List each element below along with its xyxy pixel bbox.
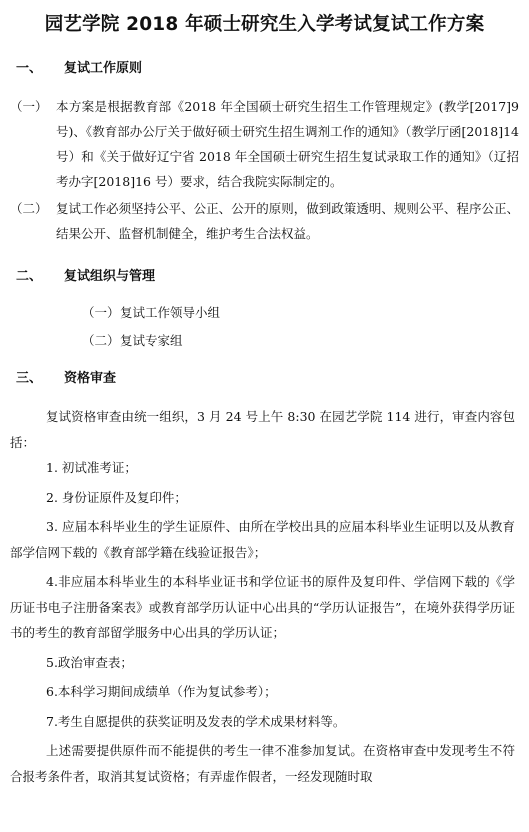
subsection-number: （一） xyxy=(82,305,120,320)
subsection-item xyxy=(10,330,519,352)
clause-item xyxy=(10,196,519,246)
list-item: 1. 初试准考证； xyxy=(46,460,137,475)
section-heading-1 xyxy=(10,60,519,78)
clause-text: 本方案是根据教育部《2018 年全国硕士研究生招生工作管理规定》(教学[2017]9 号)、《教育部办公厅关于做好硕士研究生招生调剂工作的通知》（教学厅函[2018]14 号）和《关于做好辽宁省 2018 年全国硕士研究生招生复试录取工作的通知》（辽招考办字[2018]16 号）要求，结合我院实际制定的。 xyxy=(56,99,519,189)
clause-number: （二） xyxy=(10,201,48,216)
section-number: 一、 xyxy=(16,61,43,76)
section-heading-3 xyxy=(10,370,519,388)
subsection-number: （二） xyxy=(82,333,120,348)
list-item: 7.考生自愿提供的获奖证明及发表的学术成果材料等。 xyxy=(46,713,346,729)
subsection-text: 复试工作领导小组 xyxy=(120,305,221,320)
list-item: 2. 身份证原件及复印件； xyxy=(46,489,187,505)
subsection-text: 复试专家组 xyxy=(120,333,183,348)
list-item: 5.政治审查表； xyxy=(46,654,133,670)
section-number: 二、 xyxy=(16,269,43,284)
closing-paragraph: 上述需要提供原件而不能提供的考生一律不准参加复试。在资格审查中发现考生不符合报考条件者，取消其复试资格；有弄虚作假者，一经发现随时取 xyxy=(10,743,515,784)
list-item: 4.非应届本科毕业生的本科毕业证书和学位证书的原件及复印件、学信网下载的《学历证书电子注册备案表》或教育部学历认证中心出具的“学历认证报告”，在境外获得学历证书的考生的教育部留学服务中心出具的学历认证； xyxy=(10,574,515,640)
document-title: 园艺学院 2018 年硕士研究生入学考试复试工作方案 xyxy=(44,14,485,35)
section-number: 三、 xyxy=(16,371,43,386)
list-item: 3. 应届本科毕业生的学生证原件、由所在学校出具的应届本科毕业生证明以及从教育部学信网下载的《教育部学籍在线验证报告》； xyxy=(10,519,515,560)
list-item: 6.本科学习期间成绩单（作为复试参考）； xyxy=(46,684,277,699)
section-intro-paragraph: 复试资格审查由统一组织，3 月 24 号上午 8:30 在园艺学院 114 进行，审查内容包括： xyxy=(10,409,515,450)
subsection-item xyxy=(10,302,519,324)
clause-item xyxy=(10,94,519,194)
section-title: 复试组织与管理 xyxy=(64,269,156,284)
section-heading-2 xyxy=(10,268,519,286)
clause-number: （一） xyxy=(10,99,48,114)
section-title: 复试工作原则 xyxy=(64,61,143,76)
clause-text: 复试工作必须坚持公平、公正、公开的原则，做到政策透明、规则公平、程序公正、结果公开、监督机制健全，维护考生合法权益。 xyxy=(56,201,519,241)
section-title: 资格审查 xyxy=(64,371,117,386)
